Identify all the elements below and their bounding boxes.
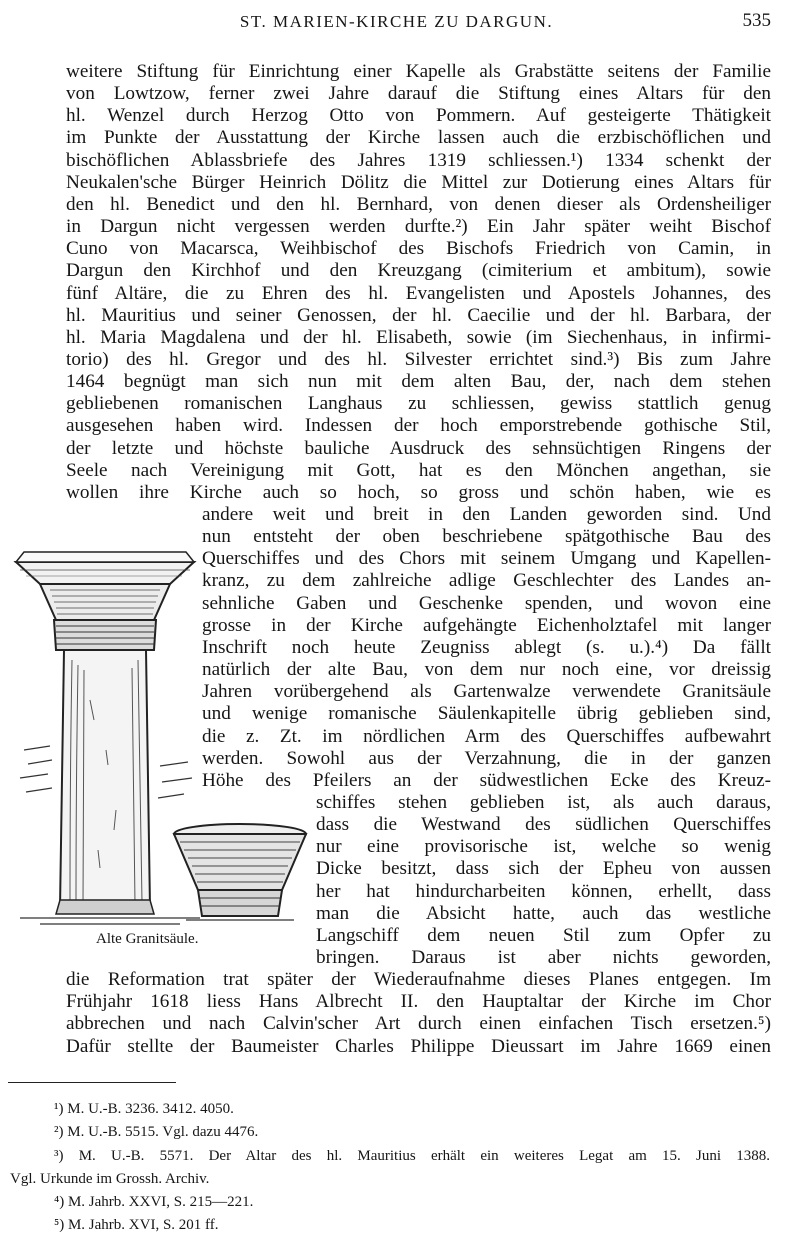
footnote-rule <box>8 1082 176 1083</box>
body-line: hl. Wenzel durch Herzog Otto von Pommern. Auf gesteigerte Thätigkeit <box>66 105 771 126</box>
body-line: natürlich der alte Bau, von dem nur noch eine, vor dreissig <box>202 659 771 680</box>
body-line: weitere Stiftung für Einrichtung einer Kapelle als Grabstätte seitens der Familie <box>66 61 771 82</box>
body-line: im Punkte der Ausstattung der Kirche lassen auch die erzbischöflichen und <box>66 127 771 148</box>
footnote: ¹) M. U.-B. 3236. 3412. 4050. <box>54 1101 234 1117</box>
body-line: nun entsteht der oben beschriebene spätgothische Bau des <box>202 526 771 547</box>
body-line: man die Absicht hatte, auch das westliche <box>316 903 771 924</box>
body-line: hl. Mauritius und seiner Genossen, der hl. Caecilie und der hl. Barbara, der <box>66 305 771 326</box>
footnote: ⁴) M. Jahrb. XXVI, S. 215—221. <box>54 1194 254 1210</box>
body-line: dass die Westwand des südlichen Querschiffes <box>316 814 771 835</box>
body-line: wollen ihre Kirche auch so hoch, so gross und schön haben, wie es <box>66 482 771 503</box>
body-line: abbrechen und nach Calvin'scher Art durch einen einfachen Tisch ersetzen.⁵) <box>66 1013 771 1034</box>
body-line: Dafür stellte der Baumeister Charles Philippe Dieussart im Jahre 1669 einen <box>66 1036 771 1057</box>
body-line: in Dargun nicht vergessen werden durfte.²) Ein Jahr später weiht Bischof <box>66 216 771 237</box>
body-line: grosse in der Kirche aufgehängte Eichenholztafel mit langer <box>202 615 771 636</box>
body-line: sehnliche Gaben und Geschenke spenden, und wovon eine <box>202 593 771 614</box>
body-line: Neukalen'sche Bürger Heinrich Dölitz die Mittel zur Dotierung eines Altars für <box>66 172 771 193</box>
body-line: kranz, zu dem zahlreiche adlige Geschlechter des Landes an- <box>202 570 771 591</box>
body-line: 1464 begnügt man sich nun mit dem alten Bau, der, nach dem stehen <box>66 371 771 392</box>
body-line: fünf Altäre, die zu Ehren des hl. Evangelisten und Apostels Johannes, des <box>66 283 771 304</box>
body-line: Querschiffes und des Chors mit seinem Umgang und Kapellen- <box>202 548 771 569</box>
body-line: Inschrift noch heute Zeugniss ablegt (s. u.).⁴) Da fällt <box>202 637 771 658</box>
running-header <box>0 6 793 36</box>
body-line: Cuno von Macarsca, Weihbischof des Bischofs Friedrich von Camin, in <box>66 238 771 259</box>
body-line: Jahren vorübergehend als Gartenwalze verwendete Granitsäule <box>202 681 771 702</box>
footnote: ²) M. U.-B. 5515. Vgl. dazu 4476. <box>54 1124 259 1140</box>
body-line: Seele nach Vereinigung mit Gott, hat es den Mönchen angethan, sie <box>66 460 771 481</box>
body-line: der letzte und höchste bauliche Ausdruck des sehnsüchtigen Ringens der <box>66 438 771 459</box>
body-line: andere weit und breit in den Landen geworden sind. Und <box>202 504 771 525</box>
body-line: gebliebenen romanischen Langhaus zu schliessen, gewiss stattlich genug <box>66 393 771 414</box>
page-number: 535 <box>742 10 771 31</box>
body-line: Dargun den Kirchhof und den Kreuzgang (cimiterium et ambitum), sowie <box>66 260 771 281</box>
body-line: ausgesehen haben wird. Indessen der hoch emporstrebende gothische Stil, <box>66 415 771 436</box>
body-line: bischöflichen Ablassbriefe des Jahres 1319 schliessen.¹) 1334 schenkt der <box>66 150 771 171</box>
figure-caption: Alte Granitsäule. <box>96 931 199 947</box>
body-line: die z. Zt. im nördlichen Arm des Querschiffes aufbewahrt <box>202 726 771 747</box>
body-line: schiffes stehen geblieben ist, als auch daraus, <box>316 792 771 813</box>
footnote: ³) M. U.-B. 5571. Der Altar des hl. Mauritius erhält ein weiteres Legat am 15. Juni 1388. <box>54 1148 770 1164</box>
body-line: die Reformation trat später der Wiederaufnahme dieses Planes entgegen. Im <box>66 969 771 990</box>
body-line: werden. Sowohl aus der Verzahnung, die in der ganzen <box>202 748 771 769</box>
body-line: Höhe des Pfeilers an der südwestlichen Ecke des Kreuz- <box>202 770 771 791</box>
body-line: und wenige romanische Säulenkapitelle übrig geblieben sind, <box>202 703 771 724</box>
body-line: bringen. Daraus ist aber nichts geworden, <box>316 947 771 968</box>
body-line: von Lowtzow, ferner zwei Jahre darauf die Stiftung eines Altars für den <box>66 83 771 104</box>
footnote: ⁵) M. Jahrb. XVI, S. 201 ff. <box>54 1217 219 1233</box>
body-line: hl. Maria Magdalena und der hl. Elisabeth, sowie (im Siechenhaus, in infirmi- <box>66 327 771 348</box>
body-line: Langschiff dem neuen Stil zum Opfer zu <box>316 925 771 946</box>
body-line: nur eine provisorische ist, welche so wenig <box>316 836 771 857</box>
running-title: ST. MARIEN-KIRCHE ZU DARGUN. <box>239 12 554 31</box>
body-line: torio) des hl. Gregor und des hl. Silvester errichtet sind.³) Bis zum Jahre <box>66 349 771 370</box>
body-line: Dicke besitzt, dass sich der Epheu von aussen <box>316 858 771 879</box>
footnote: Vgl. Urkunde im Grossh. Archiv. <box>10 1171 210 1187</box>
body-line: Frühjahr 1618 liess Hans Albrecht II. den Hauptaltar der Kirche im Chor <box>66 991 771 1012</box>
body-line: her hat hindurcharbeiten können, erhellt, dass <box>316 881 771 902</box>
romanesque-capital-illustration <box>166 820 314 924</box>
body-line: den hl. Benedict und den hl. Bernhard, von denen dieser als Ordensheiliger <box>66 194 771 215</box>
